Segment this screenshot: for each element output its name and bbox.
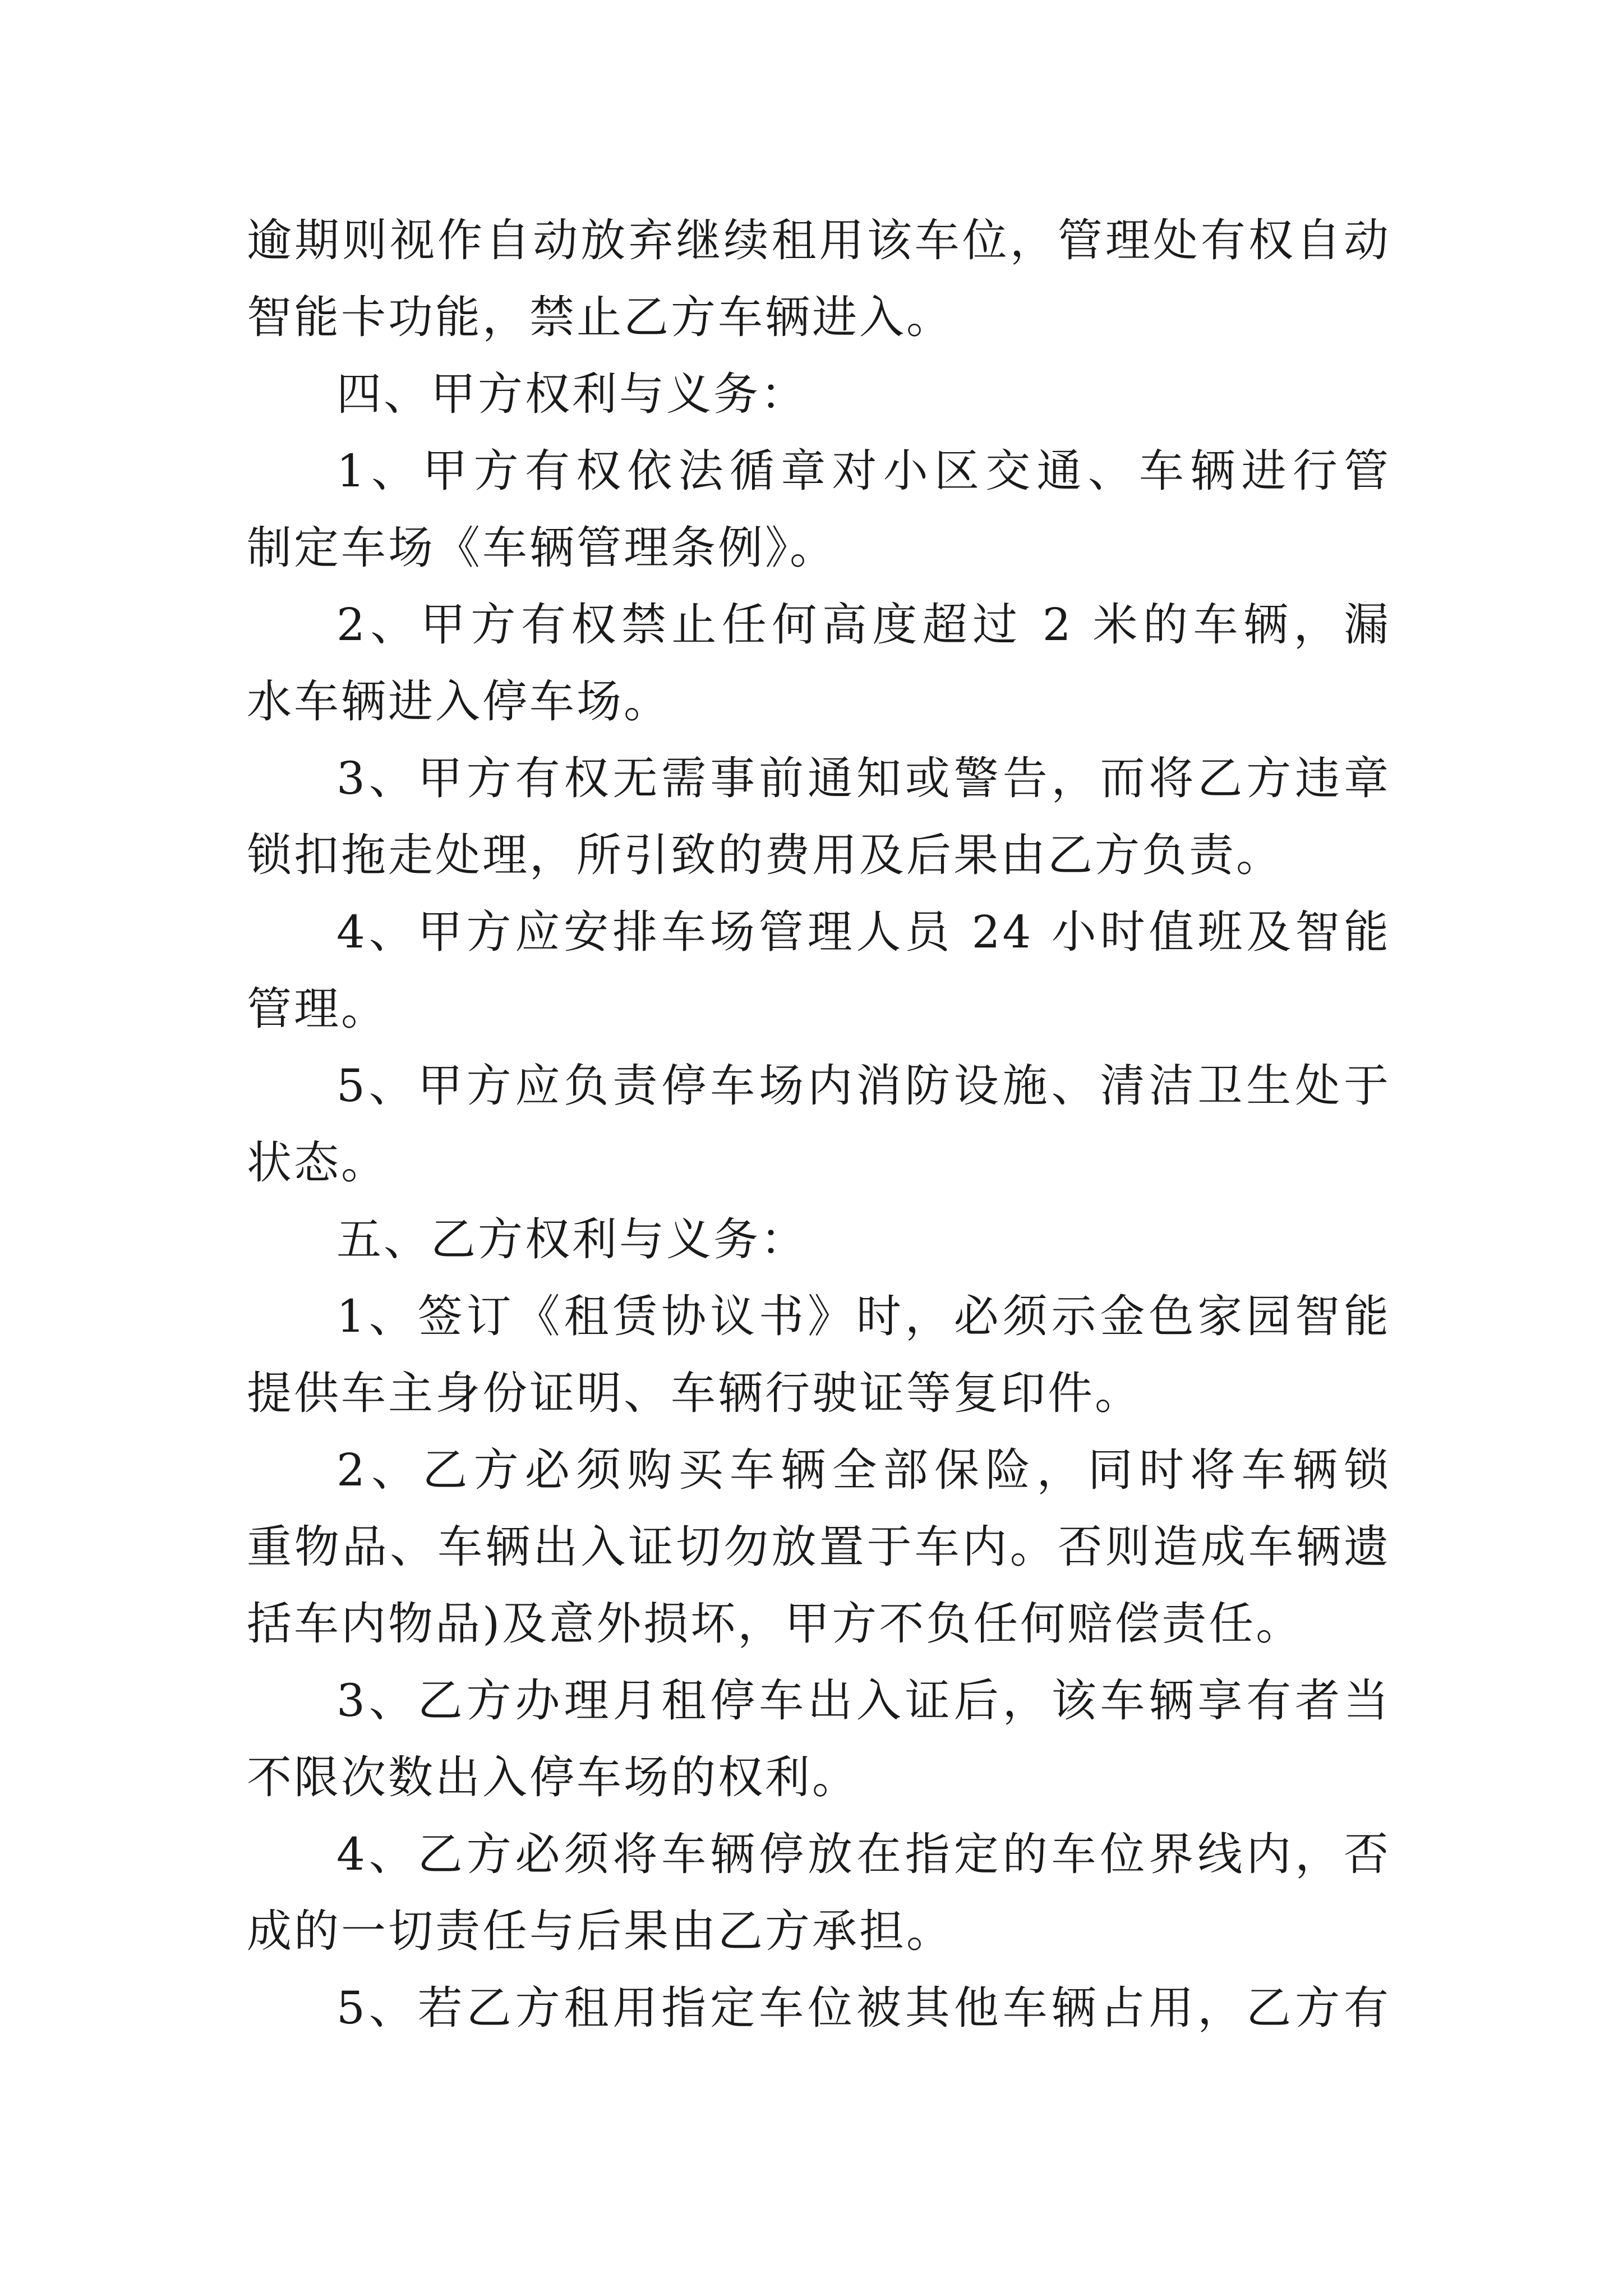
text-line: 3、乙方办理月租停车出入证后，该车辆享有者当: [336, 1674, 1391, 1727]
text-line: 2、乙方必须购买车辆全部保险，同时将车辆锁: [336, 1444, 1391, 1496]
text-line: 5、若乙方租用指定车位被其他车辆占用，乙方有: [336, 1982, 1391, 2034]
text-line: 提供车主身份证明、车辆行驶证等复印件。: [247, 1367, 1142, 1419]
text-line: 智能卡功能，禁止乙方车辆进入。: [247, 291, 953, 343]
text-line: 成的一切责任与后果由乙方承担。: [247, 1905, 953, 1957]
text-line: 4、乙方必须将车辆停放在指定的车位界线内，否: [336, 1828, 1391, 1880]
text-line: 重物品、车辆出入证切勿放置于车内。否则造成车辆遗: [247, 1521, 1391, 1573]
text-line: 3、甲方有权无需事前通知或警告，而将乙方违章: [336, 752, 1391, 804]
text-line: 五、乙方权利与义务：: [336, 1213, 808, 1266]
text-line: 四、甲方权利与义务：: [336, 368, 808, 420]
text-line: 4、甲方应安排车场管理人员 24 小时值班及智能: [336, 906, 1391, 958]
text-line: 水车辆进入停车场。: [247, 675, 671, 728]
text-line: 括车内物品)及意外损坏，甲方不负任何赔偿责任。: [247, 1598, 1303, 1650]
text-line: 2、甲方有权禁止任何高度超过 2 米的车辆，漏: [336, 599, 1391, 651]
text-line: 锁扣拖走处理，所引致的费用及后果由乙方负责。: [247, 829, 1283, 881]
text-line: 管理。: [247, 983, 388, 1035]
text-line: 5、甲方应负责停车场内消防设施、清洁卫生处于: [336, 1060, 1391, 1112]
document-body: [247, 202, 1391, 2046]
text-line: 1、甲方有权依法循章对小区交通、车辆进行管: [336, 445, 1391, 497]
text-line: 状态。: [247, 1137, 388, 1189]
text-line: 制定车场《车辆管理条例》。: [247, 522, 837, 574]
text-line: 1、签订《租赁协议书》时，必须示金色家园智能: [336, 1290, 1391, 1342]
text-line: 逾期则视作自动放弃继续租用该车位，管理处有权自动: [247, 214, 1391, 266]
text-line: 不限次数出入停车场的权利。: [247, 1751, 859, 1803]
